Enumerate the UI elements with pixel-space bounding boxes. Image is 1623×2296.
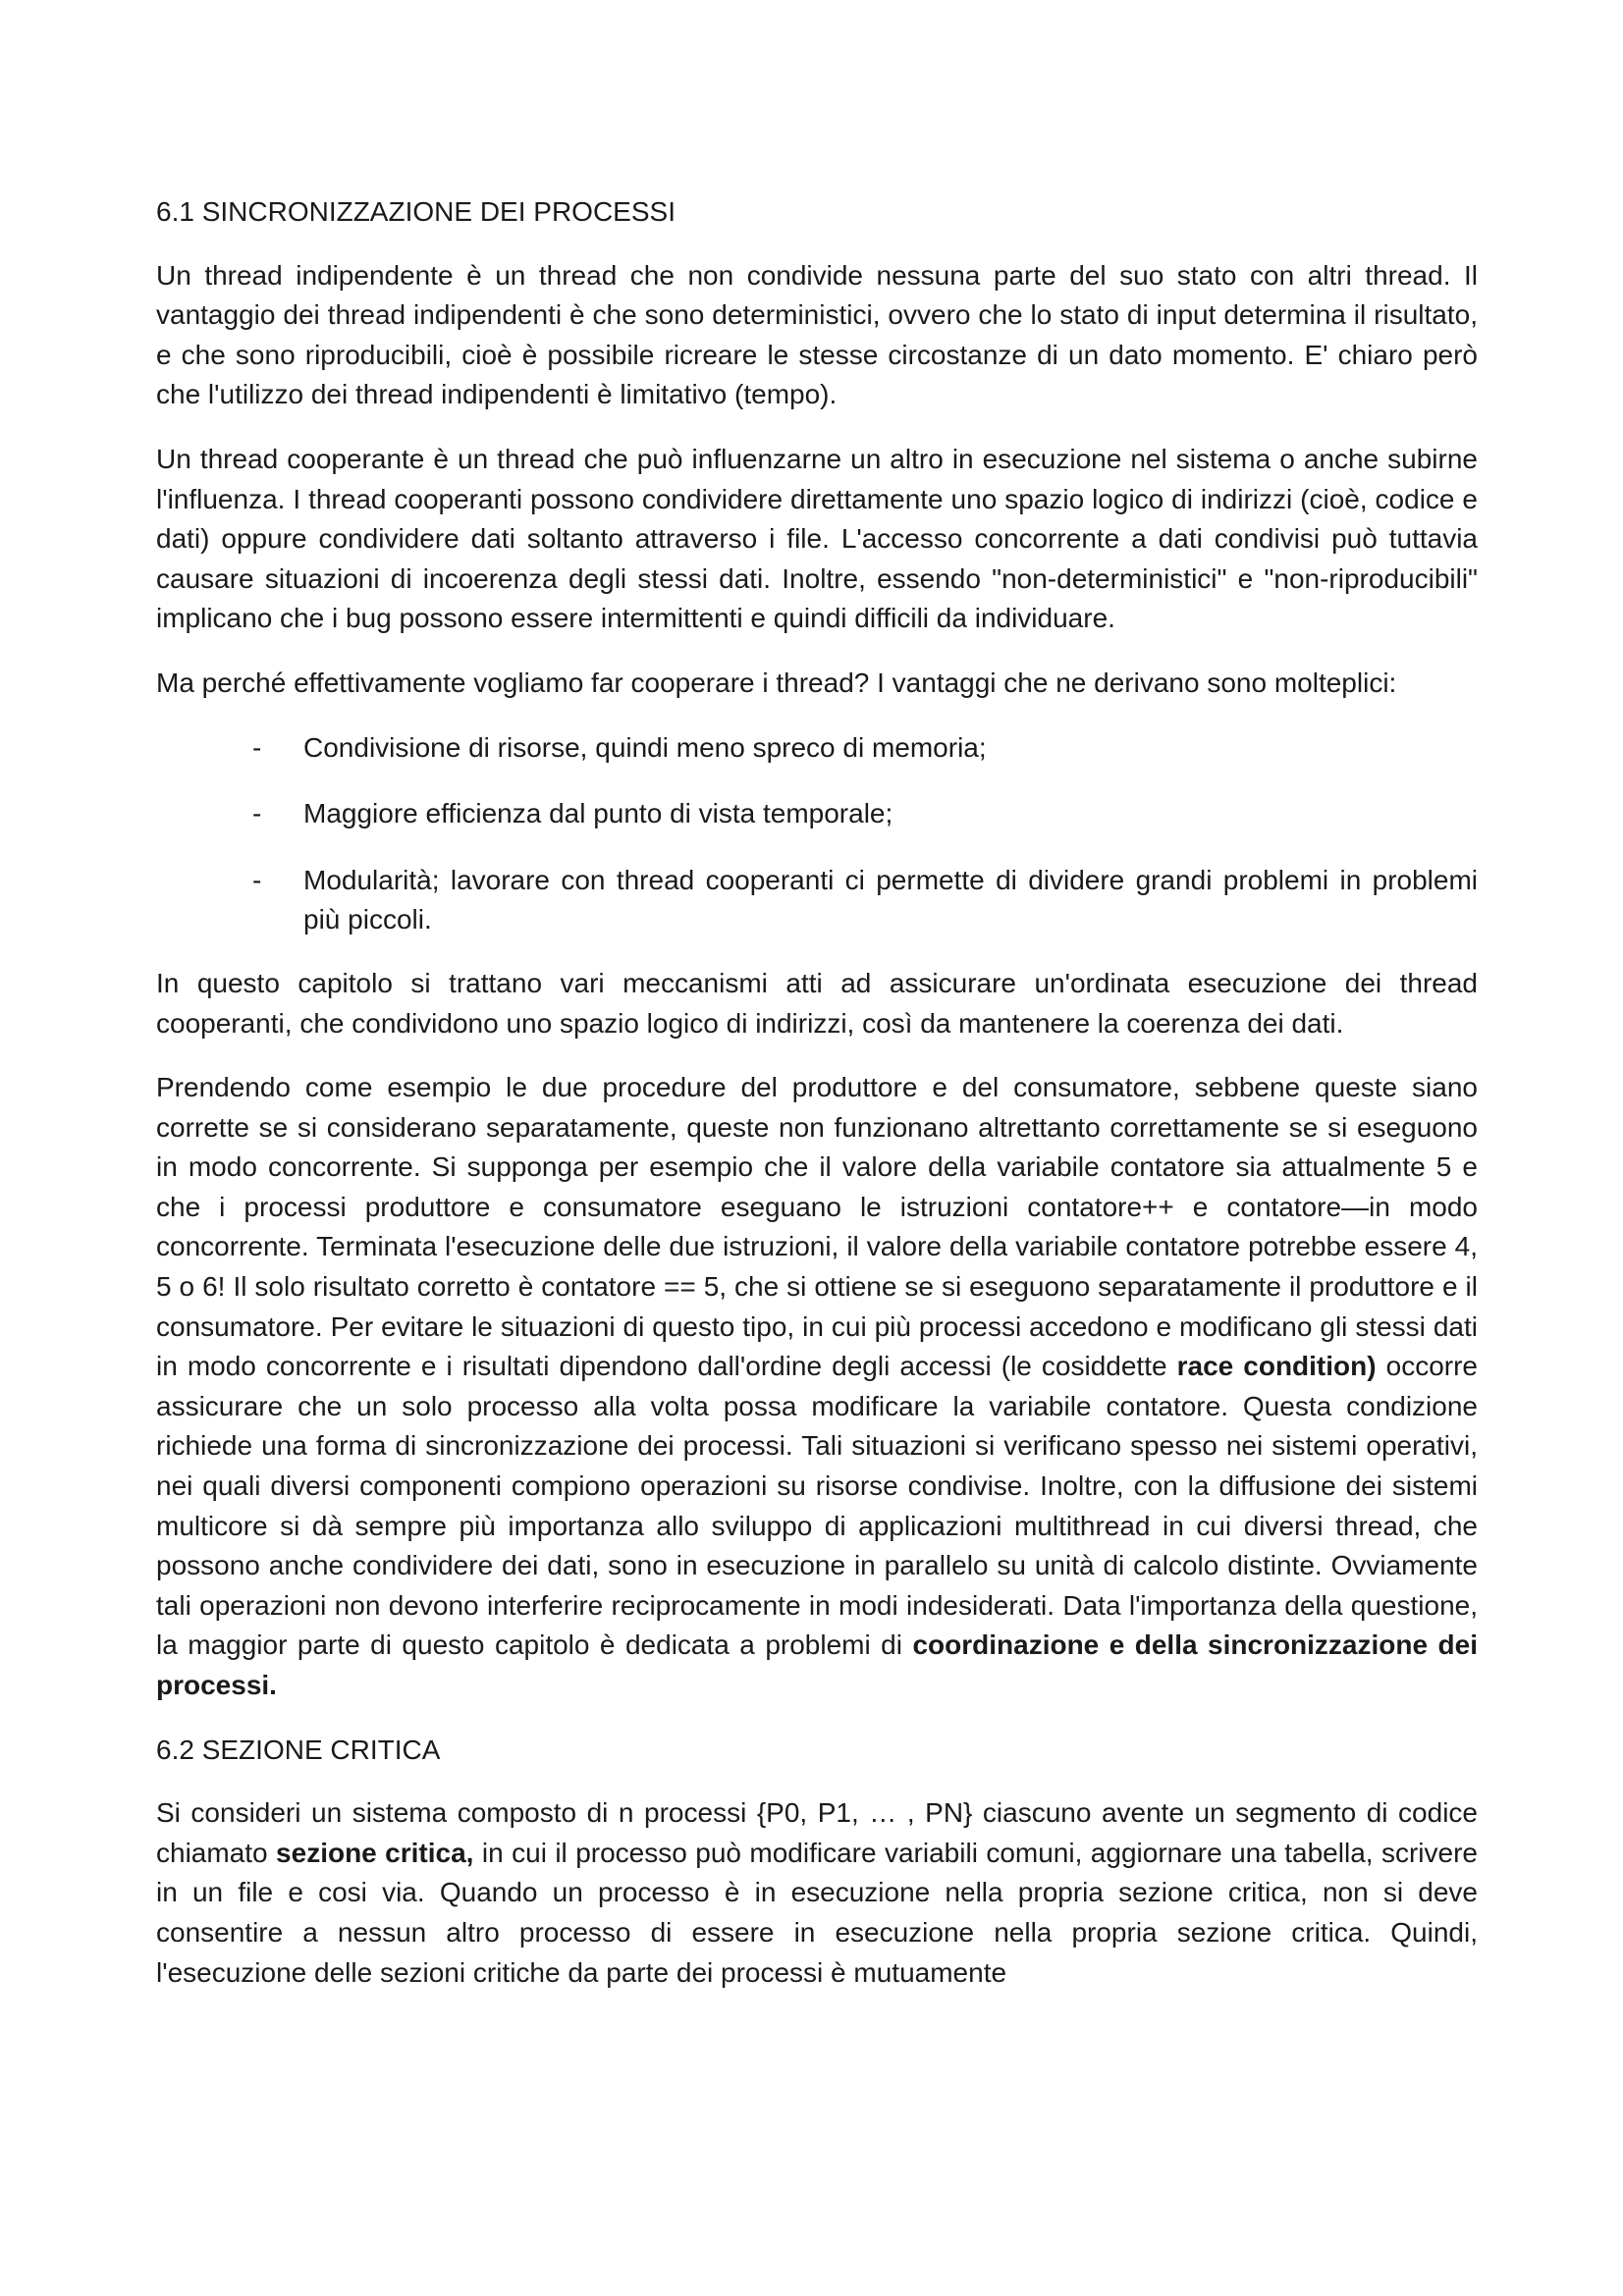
bold-critical-section: sezione critica, [276,1837,474,1868]
list-item [156,728,1478,769]
list-item [156,794,1478,834]
section-title-6-2: 6.2 SEZIONE CRITICA [156,1734,441,1765]
list-item [156,861,1478,940]
paragraph-critical-section [156,1793,1478,1993]
text-run: in cui il processo può modificare variabili comuni, aggiornare una tabella, scrivere in un file e cosi via. Quando un processo è in esecuzione nella propria sezione critica, non si deve consentire a nessun altro processo di essere in esecuzione nella propria sezione critica. Quindi, l'esecuzione delle sezioni critiche da parte dei processi è mutuamente [156,1837,1478,1988]
paragraph-independent-threads: Un thread indipendente è un thread che non condivide nessuna parte del suo stato con altri thread. Il vantaggio dei thread indipendenti è che sono deterministici, ovvero che lo stato di input determina il risultato, e che sono riproducibili, cioè è possibile ricreare le stesse circostanze di un dato momento. E' chiaro però che l'utilizzo dei thread indipendenti è limitativo (tempo). [156,259,1478,410]
bold-race-condition: race condition) [1176,1351,1377,1382]
bold-coordination: coordinazione e della sincronizzazione dei processi. [156,1629,1478,1700]
list-bullet: - [252,864,262,895]
text-run: Si consideri un sistema composto di n processi {P0, P1, … , PN} ciascuno avente un segmento di codice chiamato [156,1797,1478,1868]
list-item-text: Condivisione di risorse, quindi meno spreco di memoria; [303,731,987,763]
list-item-text: Maggiore efficienza dal punto di vista temporale; [303,798,893,829]
section-title-6-1: 6.1 SINCRONIZZAZIONE DEI PROCESSI [156,196,676,227]
list-item-text: Modularità; lavorare con thread cooperanti ci permette di dividere grandi problemi in problemi più piccoli. [303,864,1478,935]
paragraph-why-cooperate: Ma perché effettivamente vogliamo far cooperare i thread? I vantaggi che ne derivano sono molteplici: [156,667,1397,698]
paragraph-producer-consumer [156,1068,1478,1706]
list-bullet: - [252,731,262,763]
document-page [156,192,1478,2017]
list-bullet: - [252,798,262,829]
text-run: Prendendo come esempio le due procedure del produttore e del consumatore, sebbene queste siano corrette se si considerano separatamente, queste non funzionano altrettanto correttamente se si eseguono in modo concorrente. Si supponga per esempio che il valore della variabile contatore sia attualmente 5 e che i processi produttore e consumatore eseguano le istruzioni contatore++ e contatore—in modo concorrente. Terminata l'esecuzione delle due istruzioni, il valore della variabile contatore potrebbe essere 4, 5 o 6! Il solo risultato corretto è contatore == 5, che si ottiene se si eseguono separatamente il produttore e il consumatore. Per evitare le situazioni di questo tipo, in cui più processi accedono e modificano gli stessi dati in modo concorrente e i risultati dipendono dall'ordine degli accessi (le cosiddette [156,1072,1478,1382]
paragraph-cooperating-threads: Un thread cooperante è un thread che può influenzarne un altro in esecuzione nel sistema o anche subirne l'influenza. I thread cooperanti possono condividere direttamente uno spazio logico di indirizzi (cioè, codice e dati) oppure condividere dati soltanto attraverso i file. L'accesso concorrente a dati condivisi può tuttavia causare situazioni di incoerenza degli stessi dati. Inoltre, essendo "non-deterministici" e "non-riproducibili" implicano che i bug possono essere intermittenti e quindi difficili da individuare. [156,443,1478,634]
advantages-list [156,728,1478,940]
text-run: occorre assicurare che un solo processo alla volta possa modificare la variabile contatore. Questa condizione richiede una forma di sincronizzazione dei processi. Tali situazioni si verificano spesso nei sistemi operativi, nei quali diversi componenti compiono operazioni su risorse condivise. Inoltre, con la diffusione dei sistemi multicore si dà sempre più importanza allo sviluppo di applicazioni multithread in cui diversi thread, che possono anche condividere dei dati, sono in esecuzione in parallelo su unità di calcolo distinte. Ovviamente tali operazioni non devono interferire reciprocamente in modi indesiderati. Data l'importanza della questione, la maggior parte di questo capitolo è dedicata a problemi di [156,1351,1478,1661]
paragraph-chapter-intro: In questo capitolo si trattano vari meccanismi atti ad assicurare un'ordinata esecuzione dei thread cooperanti, che condividono uno spazio logico di indirizzi, così da mantenere la coerenza dei dati. [156,967,1478,1039]
